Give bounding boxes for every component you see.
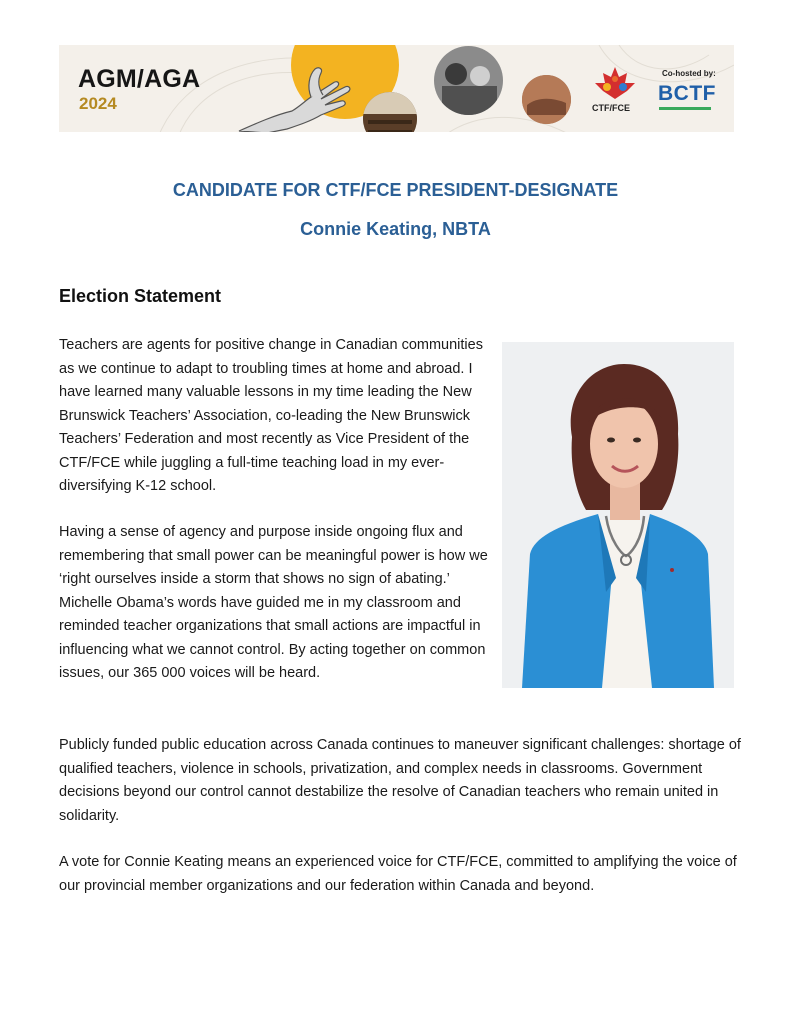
banner-photo-circle-people <box>434 46 503 115</box>
statement-paragraph-3: Publicly funded public education across Canada continues to maneuver significant challenges: shortage of qualified teachers, violence in schools, privatization, and complex needs in classrooms. Government decisions beyond our control cannot destabilize the resolve of Canadian teachers who remain united in solidarity. <box>59 737 741 824</box>
statement-paragraph-1: Teachers are agents for positive change in Canadian communities as we continue to adapt to troubling times at home and abroad. I have learned many valuable lessons in my time leading the New Brunswick Teachers’ Association, co-leading the New Brunswick Teachers’ Federation and most recently as Vice President of the CTF/FCE while juggling a full-time teaching load in my ever-diversifying K-12 school. <box>59 337 483 494</box>
agm-banner <box>59 45 734 132</box>
agm-title: AGM/AGA <box>78 65 201 93</box>
cohost-label: Co-hosted by: <box>662 69 716 78</box>
hand-illustration <box>237 53 357 132</box>
ctf-logo-label: CTF/FCE <box>592 103 630 113</box>
page-title: CANDIDATE FOR CTF/FCE PRESIDENT-DESIGNATE <box>172 180 619 200</box>
bctf-underline <box>659 107 711 110</box>
banner-photo-circle-hands <box>522 75 571 124</box>
agm-year: 2024 <box>79 94 117 113</box>
candidate-portrait <box>502 342 734 688</box>
section-title: Election Statement <box>59 286 222 306</box>
statement-paragraph-2: Having a sense of agency and purpose inside ongoing flux and remembering that small power can be meaningful power is how we ‘right ourselves inside a storm that shows no sign of abating.’ Michelle Obama’s words have guided me in my classroom and reminded teacher organizations that small actions are impactful in influencing what we cannot control. By acting together on common issues, our 365 000 voices will be heard. <box>59 524 488 681</box>
ctf-maple-leaf-logo <box>593 65 637 103</box>
candidate-name: Connie Keating, NBTA <box>300 219 491 239</box>
statement-paragraph-4: A vote for Connie Keating means an experienced voice for CTF/FCE, committed to amplifying the voice of our provincial member organizations and our federation within Canada and beyond. <box>59 854 737 894</box>
bctf-logo: BCTF <box>658 82 716 105</box>
